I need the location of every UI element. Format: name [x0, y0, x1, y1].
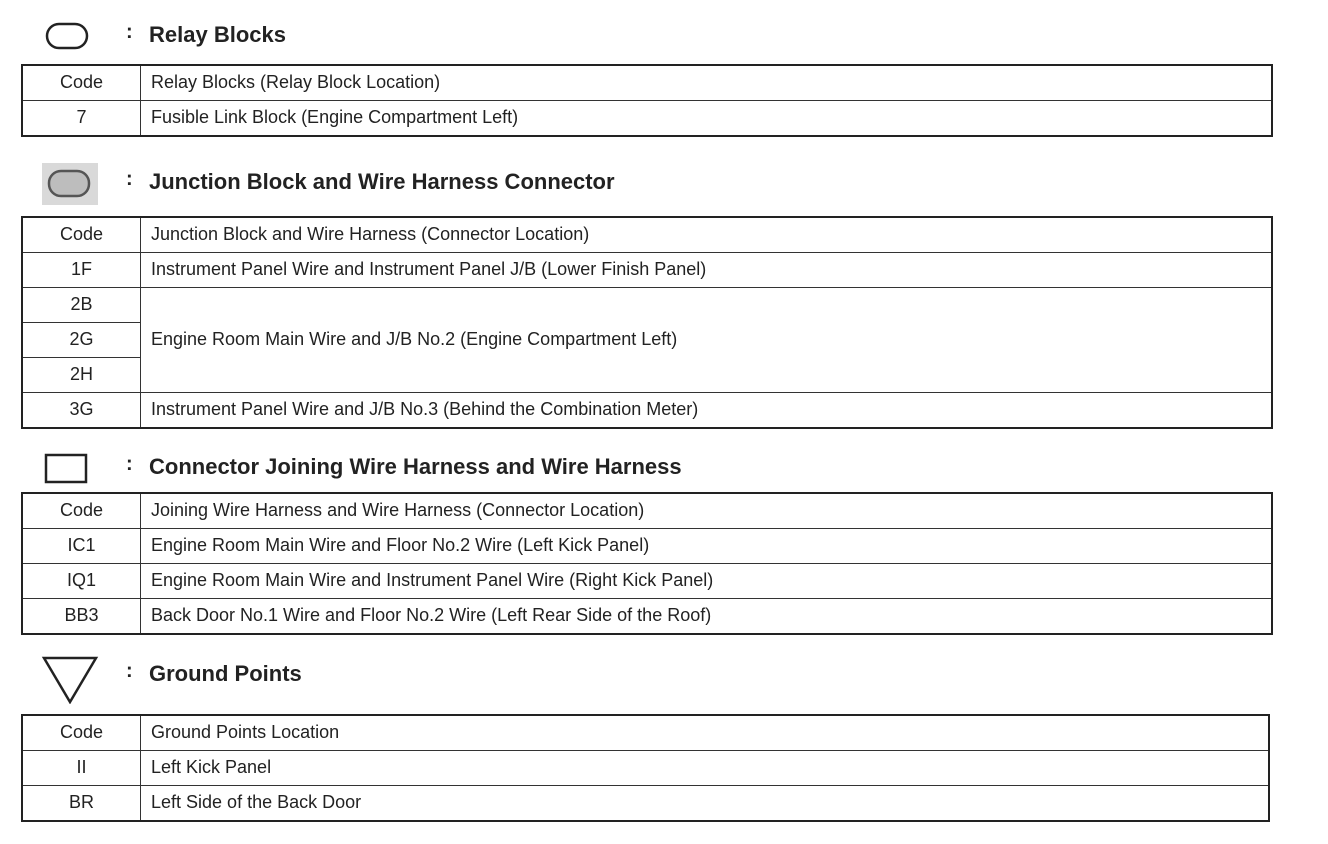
location-header: Joining Wire Harness and Wire Harness (Connector Location) — [141, 493, 1273, 529]
connector-joining-table — [21, 492, 1273, 635]
table-row — [22, 253, 1272, 288]
table-row — [22, 393, 1272, 429]
header-colon: : — [126, 168, 133, 190]
location-cell: Left Side of the Back Door — [141, 786, 1270, 822]
table-row — [22, 101, 1272, 137]
table-header-row — [22, 493, 1272, 529]
code-cell: 2H — [22, 358, 141, 393]
code-cell: 1F — [22, 253, 141, 288]
table-row — [22, 529, 1272, 564]
code-cell: IQ1 — [22, 564, 141, 599]
shaded-rounded-rectangle-icon — [40, 162, 100, 202]
code-cell: BR — [22, 786, 141, 822]
square-icon — [40, 447, 100, 487]
location-header: Ground Points Location — [141, 715, 1270, 751]
code-cell: II — [22, 751, 141, 786]
code-cell: 2G — [22, 323, 141, 358]
code-header: Code — [22, 715, 141, 751]
table-header-row — [22, 65, 1272, 101]
header-colon: : — [126, 21, 133, 43]
code-cell: IC1 — [22, 529, 141, 564]
code-cell: BB3 — [22, 599, 141, 635]
code-cell: 3G — [22, 393, 141, 429]
relay-blocks-header — [40, 15, 940, 55]
rounded-rectangle-icon — [40, 15, 100, 55]
relay-blocks-table — [21, 64, 1273, 137]
location-cell: Engine Room Main Wire and Instrument Panel Wire (Right Kick Panel) — [141, 564, 1273, 599]
ground-points-header — [40, 654, 940, 694]
location-cell: Instrument Panel Wire and Instrument Panel J/B (Lower Finish Panel) — [141, 253, 1273, 288]
location-cell: Back Door No.1 Wire and Floor No.2 Wire (Left Rear Side of the Roof) — [141, 599, 1273, 635]
section-title: Ground Points — [149, 661, 302, 686]
table-row — [22, 564, 1272, 599]
location-cell: Instrument Panel Wire and J/B No.3 (Behind the Combination Meter) — [141, 393, 1273, 429]
table-row — [22, 751, 1269, 786]
location-cell: Engine Room Main Wire and Floor No.2 Wire (Left Kick Panel) — [141, 529, 1273, 564]
code-header: Code — [22, 217, 141, 253]
table-row — [22, 288, 1272, 323]
table-header-row — [22, 715, 1269, 751]
location-header: Relay Blocks (Relay Block Location) — [141, 65, 1273, 101]
junction-block-header — [40, 162, 940, 202]
location-cell: Fusible Link Block (Engine Compartment Left) — [141, 101, 1273, 137]
location-cell: Left Kick Panel — [141, 751, 1270, 786]
section-title: Junction Block and Wire Harness Connector — [149, 169, 615, 194]
location-cell: Engine Room Main Wire and J/B No.2 (Engine Compartment Left) — [141, 288, 1273, 393]
junction-block-table — [21, 216, 1273, 429]
header-colon: : — [126, 660, 133, 682]
connector-joining-header — [40, 447, 940, 487]
code-cell: 7 — [22, 101, 141, 137]
section-title: Connector Joining Wire Harness and Wire Harness — [149, 454, 682, 479]
ground-points-table — [21, 714, 1270, 822]
section-title: Relay Blocks — [149, 22, 286, 47]
table-row — [22, 786, 1269, 822]
code-header: Code — [22, 493, 141, 529]
header-colon: : — [126, 453, 133, 475]
triangle-down-icon — [40, 654, 100, 694]
location-header: Junction Block and Wire Harness (Connector Location) — [141, 217, 1273, 253]
table-row — [22, 599, 1272, 635]
code-header: Code — [22, 65, 141, 101]
code-cell: 2B — [22, 288, 141, 323]
table-header-row — [22, 217, 1272, 253]
